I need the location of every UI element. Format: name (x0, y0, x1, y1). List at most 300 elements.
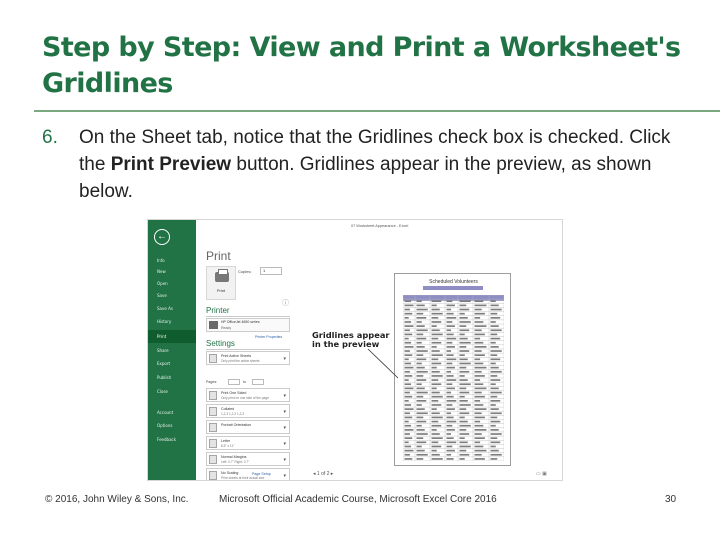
preview-cell-text (432, 400, 439, 402)
preview-cell-text (417, 342, 422, 344)
preview-cell-text (475, 321, 484, 323)
preview-cell-text (432, 458, 443, 460)
preview-cell-text (417, 458, 424, 460)
backstage-item-publish[interactable]: Publish (157, 375, 172, 380)
preview-cell-text (405, 450, 414, 452)
step-text-post: button. Gridlines appear in the preview, as shown below. (79, 154, 652, 202)
preview-cell-text (432, 334, 443, 336)
preview-cell-text (432, 350, 440, 352)
preview-cell-text (475, 305, 487, 307)
preview-cell-text (447, 334, 454, 336)
preview-cell-text (405, 425, 412, 427)
preview-cell-text (460, 350, 470, 352)
preview-cell-text (405, 334, 413, 336)
preview-cell-text (491, 408, 499, 410)
preview-cell-text (491, 350, 502, 352)
preview-cell-text (417, 446, 422, 448)
preview-cell-text (447, 300, 453, 302)
preview-cell-text (417, 412, 428, 414)
preview-cell-text (475, 329, 482, 331)
preview-cell-text (460, 338, 468, 340)
backstage-item-account[interactable]: Account (157, 410, 174, 415)
callout-label (312, 331, 390, 349)
preview-cell-text (417, 450, 425, 452)
preview-cell-text (447, 309, 452, 311)
preview-cell-text (460, 421, 468, 423)
preview-cell-text (460, 404, 471, 406)
preview-cell-text (432, 371, 440, 373)
preview-cell-text (460, 363, 471, 365)
preview-cell-text (491, 392, 502, 394)
preview-cell-text (405, 396, 413, 398)
preview-cell-text (405, 321, 412, 323)
pages-label: Pages: (206, 380, 218, 384)
preview-cell-text (447, 313, 454, 315)
preview-cell-text (475, 421, 481, 423)
preview-cell-text (417, 404, 422, 406)
preview-cell-text (460, 358, 468, 360)
preview-cell-text (460, 334, 465, 336)
preview-cell-text (432, 346, 437, 348)
preview-cell-text (417, 309, 428, 311)
preview-cell-text (417, 417, 424, 419)
preview-cell-text (447, 388, 455, 390)
print-button[interactable] (206, 266, 236, 300)
backstage-active-highlight (148, 330, 196, 343)
preview-cell-text (405, 392, 410, 394)
preview-cell-text (432, 421, 439, 423)
preview-cell-text (491, 441, 501, 443)
setting-label: Letter (221, 439, 231, 443)
preview-cell-text (405, 309, 410, 311)
preview-cell-text (405, 408, 414, 410)
preview-cell-text (417, 363, 422, 365)
step-text-pre: On the Sheet tab, notice that the Gridlines check box is checked. Click the (79, 127, 671, 175)
setting-icon (209, 439, 217, 448)
preview-cell-text (460, 396, 465, 398)
window-title: 07 Worksheet Appearance - Excel (351, 224, 409, 228)
setting-label: Print One Sided (221, 391, 247, 395)
preview-cell-text (475, 350, 482, 352)
preview-cell-text (447, 417, 454, 419)
preview-cell-text (491, 429, 499, 431)
preview-cell-text (417, 367, 425, 369)
preview-cell-text (432, 454, 440, 456)
setting-paper-size[interactable] (206, 436, 290, 450)
preview-cell-text (432, 300, 442, 302)
preview-cell-text (405, 350, 410, 352)
preview-cell-text (491, 305, 499, 307)
preview-cell-text (475, 446, 484, 448)
preview-cell-text (417, 437, 424, 439)
pages-to-label: to (243, 380, 246, 384)
preview-cell-text (460, 325, 467, 327)
preview-cell-text (475, 392, 482, 394)
setting-detail: Left: 0.7" Right: 0.7" (221, 460, 250, 464)
setting-detail: Only print the active sheets (221, 359, 260, 363)
preview-cell-text (460, 446, 471, 448)
preview-cell-text (417, 305, 425, 307)
preview-cell-text (447, 321, 453, 323)
copies-input[interactable]: 1 (260, 267, 282, 275)
preview-cell-text (432, 363, 442, 365)
preview-cell-text (460, 309, 470, 311)
preview-cell-text (417, 408, 425, 410)
preview-cell-text (460, 354, 465, 356)
preview-cell-text (405, 437, 413, 439)
copies-label: Copies: (238, 269, 252, 274)
preview-cell-text (491, 437, 498, 439)
preview-cell-text (491, 379, 501, 381)
preview-cell-text (432, 375, 443, 377)
footer-page-number: 30 (665, 494, 677, 505)
preview-cell-text (405, 412, 410, 414)
preview-cell-text (491, 342, 496, 344)
preview-cell-text (460, 450, 467, 452)
preview-cell-text (432, 417, 443, 419)
chevron-down-icon: ▾ (283, 425, 286, 431)
preview-cell-text (405, 300, 412, 302)
preview-cell-text (475, 454, 482, 456)
back-arrow-icon[interactable]: ← (154, 229, 170, 245)
settings-heading: Settings (206, 339, 235, 348)
preview-cell-text (405, 329, 410, 331)
preview-cell-text (432, 383, 442, 385)
preview-cell-text (432, 425, 442, 427)
setting-sides[interactable] (206, 388, 290, 402)
preview-cell-text (491, 371, 502, 373)
preview-cell-text (491, 388, 499, 390)
pages-to-input[interactable] (252, 379, 264, 385)
settings-divider (206, 349, 290, 350)
preview-cell-text (447, 396, 454, 398)
backstage-item-options[interactable]: Options (157, 423, 173, 428)
preview-cell-text (447, 450, 455, 452)
printer-icon (215, 272, 229, 282)
preview-cell-text (460, 300, 471, 302)
preview-cell-text (491, 404, 496, 406)
preview-cell-text (405, 441, 409, 443)
preview-cell-text (475, 325, 487, 327)
preview-cell-text (460, 392, 470, 394)
preview-cell-text (432, 441, 439, 443)
preview-cell-text (475, 408, 487, 410)
preview-cell-text (475, 441, 481, 443)
preview-cell-text (447, 375, 454, 377)
printer-heading: Printer (206, 306, 230, 315)
preview-cell-text (432, 404, 442, 406)
preview-cell-text (405, 404, 412, 406)
preview-cell-text (417, 321, 422, 323)
printer-divider (206, 316, 290, 317)
preview-cell-text (491, 329, 502, 331)
preview-cell-text (432, 358, 439, 360)
preview-cell-text (447, 350, 452, 352)
printer-properties-link[interactable]: Printer Properties (255, 335, 283, 339)
preview-cell-text (475, 342, 484, 344)
preview-cell-text (405, 363, 412, 365)
preview-cell-text (460, 417, 465, 419)
chevron-down-icon: ▾ (283, 441, 286, 447)
preview-cell-text (417, 300, 422, 302)
callout-line-2: in the preview (312, 339, 380, 349)
preview-cell-text (475, 338, 481, 340)
print-button-label: Print (216, 288, 226, 293)
preview-cell-text (460, 388, 467, 390)
footer-course: Microsoft Official Academic Course, Microsoft Excel Core 2016 (219, 494, 497, 505)
preview-cell-text (491, 446, 496, 448)
page-setup-link[interactable]: Page Setup (252, 472, 271, 476)
preview-cell-text (417, 371, 428, 373)
setting-detail: Print sheets at their actual size (221, 476, 265, 480)
preview-cell-text (417, 325, 425, 327)
preview-cell-text (417, 338, 427, 340)
setting-detail: Only print on one side of the page (221, 396, 269, 400)
setting-label: Normal Margins (221, 455, 247, 459)
step-text (79, 124, 679, 205)
preview-cell-text (405, 367, 414, 369)
preview-cell-text (432, 367, 437, 369)
info-icon[interactable]: ⓘ (282, 300, 289, 307)
print-heading: Print (206, 249, 231, 263)
preview-cell-text (405, 421, 409, 423)
preview-cell-text (491, 358, 501, 360)
printer-select[interactable] (206, 318, 290, 332)
preview-cell-text (447, 392, 452, 394)
step-number: 6. (42, 127, 58, 148)
preview-cell-text (417, 346, 425, 348)
backstage-item-close[interactable]: Close (157, 389, 168, 394)
preview-cell-text (417, 379, 427, 381)
preview-cell-text (460, 412, 470, 414)
preview-cell-text (475, 346, 487, 348)
preview-cell-text (491, 433, 502, 435)
preview-gridlines (403, 295, 504, 461)
preview-cell-text (447, 346, 455, 348)
preview-cell-text (447, 421, 457, 423)
footer-copyright: © 2016, John Wiley & Sons, Inc. (45, 494, 189, 505)
preview-cell-text (447, 342, 453, 344)
preview-cell-text (475, 354, 485, 356)
backstage-item-print[interactable]: Print (157, 334, 167, 339)
setting-collation[interactable] (206, 404, 290, 418)
backstage-item-info[interactable]: Info (157, 258, 165, 263)
preview-cell-text (447, 367, 455, 369)
preview-cell-text (460, 375, 465, 377)
preview-cell-text (405, 433, 410, 435)
preview-cell-text (491, 334, 498, 336)
setting-detail: 1,2,3 1,2,3 1,2,3 (221, 412, 245, 416)
preview-cell-text (475, 388, 487, 390)
preview-page (394, 273, 511, 466)
preview-cell-text (417, 441, 427, 443)
preview-cell-text (432, 329, 440, 331)
preview-cell-text (460, 437, 465, 439)
preview-cell-text (432, 342, 442, 344)
preview-cell-text (417, 396, 424, 398)
zoom-controls[interactable]: ▭ ▣ (536, 471, 547, 477)
preview-cell-text (447, 379, 457, 381)
preview-cell-text (417, 392, 428, 394)
backstage-item-new[interactable]: New (157, 269, 166, 274)
preview-cell-text (432, 396, 443, 398)
preview-cell-text (405, 400, 409, 402)
preview-cell-text (475, 334, 485, 336)
preview-cell-text (475, 300, 484, 302)
preview-cell-text (405, 313, 413, 315)
preview-cell-text (475, 437, 485, 439)
preview-cell-text (417, 358, 427, 360)
preview-cell-text (432, 433, 440, 435)
preview-cell-text (491, 367, 499, 369)
preview-cell-text (432, 446, 442, 448)
preview-cell-text (405, 305, 414, 307)
title-divider (34, 110, 720, 112)
preview-cell-text (475, 309, 482, 311)
printer-device-icon (209, 321, 218, 329)
backstage-item-export[interactable]: Export (157, 361, 171, 366)
preview-cell-text (432, 325, 437, 327)
preview-cell-text (460, 454, 470, 456)
preview-cell-text (475, 371, 482, 373)
pages-from-input[interactable] (228, 379, 240, 385)
preview-cell-text (417, 329, 428, 331)
setting-margins[interactable] (206, 452, 290, 466)
setting-detail: 8.5" x 11" (221, 444, 235, 448)
preview-cell-text (460, 367, 467, 369)
preview-cell-text (417, 425, 422, 427)
sheet-title: Scheduled Volunteers (429, 279, 478, 285)
preview-cell-text (491, 313, 498, 315)
preview-cell-text (491, 300, 496, 302)
step-text-bold: Print Preview (110, 154, 232, 175)
preview-cell-text (491, 458, 498, 460)
preview-cell-text (432, 429, 437, 431)
preview-cell-text (475, 396, 485, 398)
setting-print-what[interactable] (206, 351, 290, 365)
preview-cell-text (417, 429, 425, 431)
preview-cell-text (417, 334, 424, 336)
preview-cell-text (417, 400, 427, 402)
backstage-item-history[interactable]: History (157, 319, 172, 324)
preview-cell-text (475, 404, 484, 406)
page-navigation[interactable]: ◂ 1 of 2 ▸ (313, 471, 334, 477)
preview-cell-text (475, 412, 482, 414)
setting-icon (209, 407, 217, 416)
preview-cell-text (475, 313, 485, 315)
printer-name: HP OfficeJet 4650 series (221, 320, 260, 324)
preview-cell-text (491, 317, 501, 319)
preview-cell-text (417, 375, 424, 377)
backstage-item-feedback[interactable]: Feedback (157, 437, 177, 442)
preview-cell-text (460, 429, 467, 431)
preview-cell-text (447, 458, 454, 460)
preview-cell-text (405, 454, 410, 456)
preview-cell-text (447, 408, 455, 410)
preview-cell-text (475, 358, 481, 360)
preview-cell-text (432, 305, 437, 307)
preview-cell-text (447, 429, 455, 431)
preview-cell-text (491, 417, 498, 419)
preview-cell-text (475, 383, 484, 385)
preview-cell-text (491, 425, 496, 427)
callout-line-1: Gridlines appear (312, 330, 390, 340)
preview-cell-text (432, 412, 440, 414)
preview-cell-text (405, 317, 409, 319)
chevron-down-icon: ▾ (283, 457, 286, 463)
preview-cell-text (417, 317, 427, 319)
preview-cell-text (405, 446, 412, 448)
preview-cell-text (491, 321, 496, 323)
preview-cell-text (447, 358, 457, 360)
setting-label: No Scaling (221, 471, 239, 475)
preview-cell-text (460, 313, 465, 315)
preview-cell-text (475, 363, 484, 365)
preview-cell-text (460, 346, 467, 348)
preview-cell-text (417, 383, 422, 385)
preview-cell-text (405, 338, 409, 340)
preview-cell-text (475, 379, 481, 381)
preview-cell-text (432, 392, 440, 394)
preview-cell-text (447, 404, 453, 406)
preview-cell-text (475, 433, 482, 435)
preview-cell-text (447, 412, 452, 414)
backstage-item-save-as[interactable]: Save As (157, 306, 173, 311)
setting-icon (209, 423, 217, 432)
preview-cell-text (460, 408, 467, 410)
preview-cell-text (491, 454, 502, 456)
sheet-subtitle-bar (423, 286, 483, 290)
preview-cell-text (447, 383, 453, 385)
setting-label: Print Active Sheets (221, 354, 252, 358)
preview-cell-text (491, 325, 499, 327)
preview-cell-text (460, 458, 465, 460)
preview-cell-text (460, 383, 471, 385)
setting-orientation[interactable] (206, 420, 290, 434)
setting-scaling[interactable] (206, 468, 290, 481)
preview-cell-text (475, 417, 485, 419)
preview-cell-text (460, 433, 470, 435)
preview-cell-text (447, 338, 457, 340)
preview-cell-text (417, 354, 424, 356)
setting-icon (209, 455, 217, 464)
preview-cell-text (475, 367, 487, 369)
preview-cell-text (432, 317, 439, 319)
preview-cell-text (405, 383, 412, 385)
preview-cell-text (491, 383, 496, 385)
chevron-down-icon: ▾ (283, 409, 286, 415)
backstage-item-share[interactable]: Share (157, 348, 169, 353)
chevron-down-icon: ▾ (283, 393, 286, 399)
setting-icon (209, 471, 217, 480)
preview-cell-text (447, 305, 455, 307)
setting-icon (209, 354, 217, 363)
preview-cell-text (460, 342, 471, 344)
preview-cell-text (417, 313, 424, 315)
preview-cell-text (475, 375, 485, 377)
backstage-item-save[interactable]: Save (157, 293, 167, 298)
preview-cell-text (405, 379, 409, 381)
preview-cell-text (447, 425, 453, 427)
preview-cell-text (447, 325, 455, 327)
preview-cell-text (432, 321, 442, 323)
backstage-item-open[interactable]: Open (157, 281, 168, 286)
preview-cell-text (491, 396, 498, 398)
preview-cell-text (447, 400, 457, 402)
preview-cell-text (447, 441, 457, 443)
preview-cell-text (432, 338, 439, 340)
preview-cell-text (447, 437, 454, 439)
